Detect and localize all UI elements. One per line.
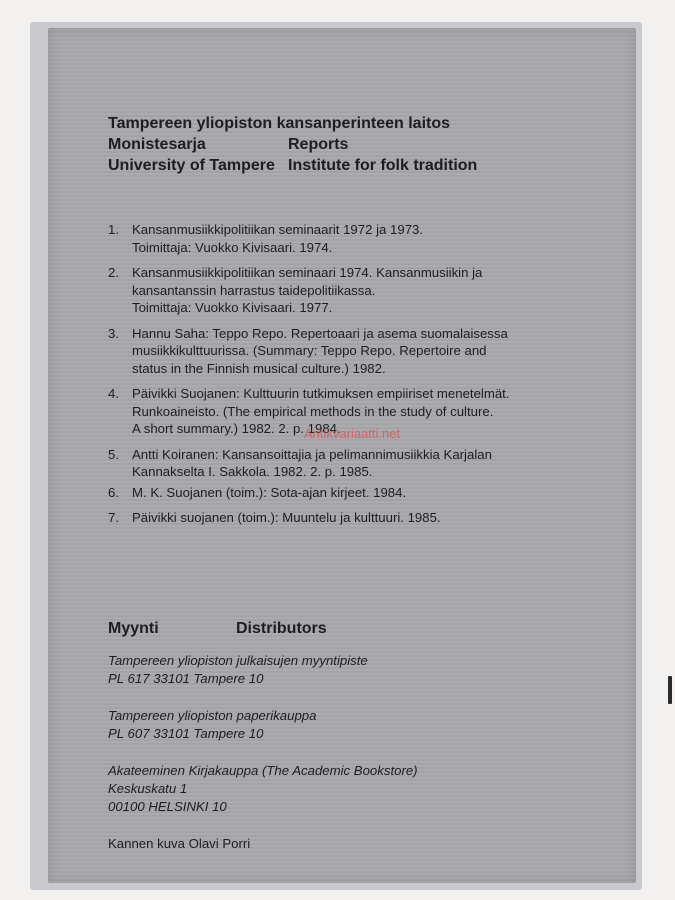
- item-number: 6.: [108, 484, 119, 500]
- item-text: Kansanmusiikkipolitiikan seminaarit 1972 ja 1973.: [132, 222, 424, 237]
- item-number: 2.: [108, 265, 119, 280]
- item-text: Toimittaja: Vuokko Kivisaari. 1977.: [132, 300, 333, 315]
- distributor-address: [108, 652, 368, 688]
- address-line: Keskuskatu 1: [108, 781, 188, 796]
- series-name-en: Reports: [288, 136, 349, 153]
- address-line: PL 607 33101 Tampere 10: [108, 726, 264, 741]
- distributors-heading: [108, 620, 327, 638]
- university-name: University of Tampere: [108, 157, 275, 174]
- list-item: [108, 446, 578, 481]
- publication-list: [108, 221, 578, 535]
- heading-fi: Myynti: [108, 620, 159, 637]
- item-text: Päivikki suojanen (toim.): Muuntelu ja kulttuuri. 1985.: [132, 510, 441, 525]
- series-header: [108, 113, 477, 176]
- address-line: PL 617 33101 Tampere 10: [108, 671, 264, 686]
- item-text: A short summary.) 1982. 2. p. 1984.: [132, 421, 341, 436]
- item-text: musiikkikulttuurissa. (Summary: Teppo Repo. Repertoire and: [132, 343, 487, 358]
- item-text: Antti Koiranen: Kansansoittajia ja pelimannimusiikkia Karjalan: [132, 446, 492, 462]
- item-text: M. K. Suojanen (toim.): Sota-ajan kirjeet. 1984.: [132, 484, 407, 500]
- series-name-fi: Monistesarja: [108, 136, 206, 153]
- address-line: Akateeminen Kirjakauppa (The Academic Bookstore): [108, 763, 418, 778]
- item-text: Kannakselta I. Sakkola. 1982. 2. p. 1985.: [132, 464, 373, 479]
- item-text: status in the Finnish musical culture.) 1982.: [132, 360, 386, 376]
- cover-credit: Kannen kuva Olavi Porri: [108, 836, 251, 851]
- list-item: [108, 484, 578, 502]
- address-line: 00100 HELSINKI 10: [108, 799, 227, 814]
- item-number: 5.: [108, 446, 119, 462]
- list-item: [108, 221, 578, 256]
- item-text: Päivikki Suojanen: Kulttuurin tutkimuksen empiiriset menetelmät.: [132, 386, 510, 401]
- item-number: 4.: [108, 386, 119, 401]
- item-text: Runkoaineisto. (The empirical methods in the study of culture.: [132, 403, 494, 419]
- list-item: [108, 264, 578, 317]
- watermark: Antikvariaatti.net: [304, 426, 401, 441]
- item-number: 3.: [108, 325, 119, 341]
- item-number: 7.: [108, 510, 119, 525]
- address-line: Tampereen yliopiston paperikauppa: [108, 708, 317, 723]
- heading-en: Distributors: [236, 620, 327, 637]
- list-item: [108, 509, 578, 527]
- institution-name: Tampereen yliopiston kansanperinteen laitos: [108, 115, 451, 132]
- institute-name: Institute for folk tradition: [288, 157, 478, 174]
- book-back-cover: [48, 28, 636, 883]
- item-text: Hannu Saha: Teppo Repo. Repertoaari ja asema suomalaisessa: [132, 325, 508, 341]
- item-number: 1.: [108, 222, 119, 237]
- item-text: kansantanssin harrastus taidepolitiikassa.: [132, 282, 376, 298]
- list-item: [108, 325, 578, 378]
- distributor-address: [108, 762, 418, 816]
- address-line: Tampereen yliopiston julkaisujen myyntipiste: [108, 653, 368, 668]
- item-text: Toimittaja: Vuokko Kivisaari. 1974.: [132, 239, 333, 255]
- item-text: Kansanmusiikkipolitiikan seminaari 1974. Kansanmusiikin ja: [132, 265, 483, 280]
- edge-mark: [668, 676, 672, 704]
- distributor-address: [108, 707, 316, 743]
